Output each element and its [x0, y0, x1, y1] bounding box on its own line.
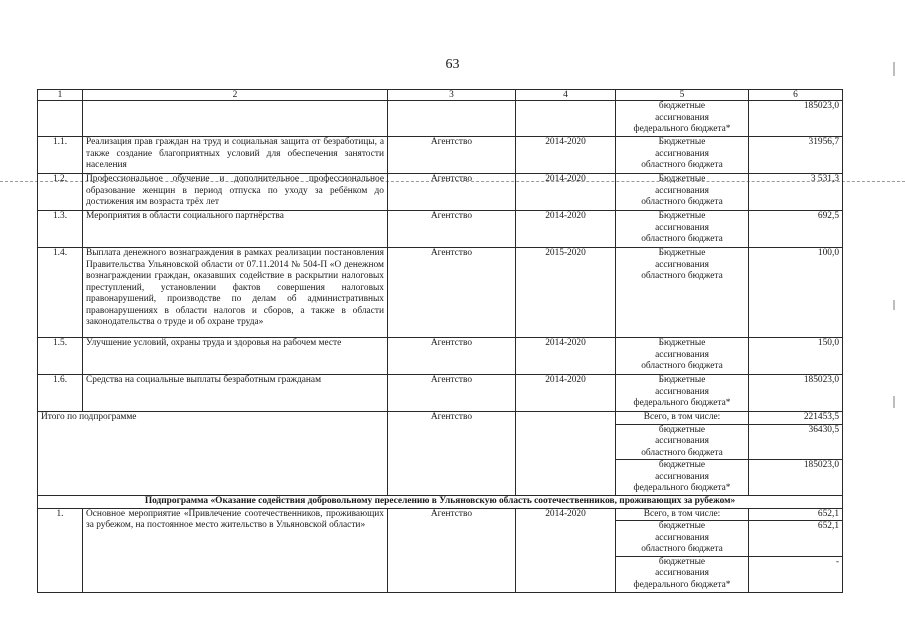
funding-source-line: областного бюджета: [641, 234, 723, 244]
funding-source-cell: [616, 375, 749, 412]
table-row: [38, 211, 843, 248]
amount-cell: 692,5: [749, 211, 843, 248]
amount-cell: 36430,5: [749, 424, 843, 460]
period-cell: 2014-2020: [516, 508, 616, 592]
row-number-cell: [38, 101, 83, 137]
funding-source-line: ассигнования: [655, 185, 709, 196]
funding-source-cell: [616, 460, 749, 496]
row-number-cell: 1.2.: [38, 174, 83, 211]
period-cell: [516, 412, 616, 496]
amount-cell: 150,0: [749, 338, 843, 375]
period-cell: 2014-2020: [516, 211, 616, 248]
period-cell: 2014-2020: [516, 375, 616, 412]
amount-cell: -: [749, 556, 843, 592]
funding-source-line: ассигнования: [655, 222, 709, 233]
funding-source-line: ассигнования: [655, 568, 709, 578]
table-row: [38, 137, 843, 174]
funding-source-line: ассигнования: [655, 532, 709, 543]
table-row: [38, 248, 843, 338]
funding-source-line: областного бюджета: [641, 447, 723, 458]
activity-cell: Профессиональное обучение и дополнительное профессиональное образование женщин в период отпуска по уходу за ребёнком до достижения им возраста трёх лет: [83, 174, 388, 211]
row-number-cell: 1.5.: [38, 338, 83, 375]
period-cell: [516, 101, 616, 137]
agency-cell: Агентство: [388, 174, 516, 211]
row-number-cell: 1.4.: [38, 248, 83, 338]
period-cell: 2014-2020: [516, 174, 616, 211]
activity-cell: Реализация прав граждан на труд и социальная защита от безработицы, а также создание благоприятных условий для обеспечения занятости населения: [83, 137, 388, 174]
amount-cell: 185023,0: [749, 460, 843, 496]
funding-source-line: областного бюджета: [641, 160, 723, 170]
period-cell: 2014-2020: [516, 137, 616, 174]
agency-cell: [388, 101, 516, 137]
subtotal-row: [38, 412, 843, 425]
funding-source-line: бюджетные: [658, 460, 706, 470]
funding-source-line: Бюджетные: [658, 211, 706, 221]
row-number-cell: 1.3.: [38, 211, 83, 248]
agency-cell: Агентство: [388, 248, 516, 338]
funding-source-line: ассигнования: [655, 349, 709, 360]
activity-cell: Мероприятия в области социального партнёрства: [83, 211, 388, 248]
agency-cell: Агентство: [388, 508, 516, 592]
scan-margin-mark: [893, 62, 895, 76]
period-cell: 2014-2020: [516, 338, 616, 375]
activity-cell: Средства на социальные выплаты безработным гражданам: [83, 375, 388, 412]
period-cell: 2015-2020: [516, 248, 616, 338]
funding-source-cell: [616, 521, 749, 557]
agency-cell: Агентство: [388, 211, 516, 248]
scan-margin-mark: [893, 300, 895, 310]
funding-source-cell: [616, 174, 749, 211]
funding-source-line: ассигнования: [655, 112, 709, 123]
column-header: 2: [83, 90, 388, 101]
row-number-cell: 1.: [38, 508, 83, 592]
table-header-row: [38, 90, 843, 101]
funding-source-line: бюджетные: [658, 101, 706, 111]
funding-source-line: бюджетные: [658, 521, 706, 531]
amount-cell: 185023,0: [749, 375, 843, 412]
funding-source-line: ассигнования: [655, 471, 709, 482]
funding-source-line: Бюджетные: [658, 375, 706, 385]
amount-cell: 652,1: [749, 521, 843, 557]
agency-cell: Агентство: [388, 412, 516, 496]
activity-cell: Выплата денежного вознаграждения в рамках реализации постановления Правительства Ульяновской области от 07.11.2014 № 504-П «О денежном вознаграждении граждан, оказавших содействие в раскрытии налоговых преступлений, установлении фактов совершения налоговых правонарушений, производстве по делам об административных правонарушениях в области налогов и сборов, а также в области законодательства о труде и об охране труда»: [83, 248, 388, 338]
funding-source-line: ассигнования: [655, 259, 709, 270]
agency-cell: Агентство: [388, 137, 516, 174]
amount-cell: 652,1: [749, 508, 843, 521]
funding-source-line: бюджетные: [658, 424, 706, 435]
activity-cell: Улучшение условий, охраны труда и здоровья на рабочем месте: [83, 338, 388, 375]
funding-source-cell: [616, 248, 749, 338]
agency-cell: Агентство: [388, 338, 516, 375]
table-row: [38, 101, 843, 137]
amount-cell: 221453,5: [749, 412, 843, 425]
row-number-cell: 1.6.: [38, 375, 83, 412]
funding-source-line: ассигнования: [655, 386, 709, 397]
budget-table: [37, 89, 843, 593]
column-header: 3: [388, 90, 516, 101]
activity-cell: [83, 101, 388, 137]
funding-source-line: федерального бюджета*: [633, 579, 731, 590]
activity-cell: Основное мероприятие «Привлечение соотечественников, проживающих за рубежом, на постоянное место жительство в Ульяновской области»: [83, 508, 388, 592]
row-number-cell: 1.1.: [38, 137, 83, 174]
funding-source-cell: [616, 338, 749, 375]
funding-source-line: федерального бюджета*: [633, 483, 731, 493]
funding-source-line: ассигнования: [655, 148, 709, 159]
funding-source-cell: [616, 211, 749, 248]
funding-source-line: Бюджетные: [658, 338, 706, 348]
table-row: [38, 338, 843, 375]
subtotal-label: Итого по подпрограмме: [38, 412, 388, 496]
funding-source-line: Бюджетные: [658, 248, 706, 258]
amount-cell: 100,0: [749, 248, 843, 338]
funding-source-line: областного бюджета: [641, 361, 723, 371]
funding-source-cell: [616, 424, 749, 460]
amount-cell: 3 531,3: [749, 174, 843, 211]
funding-source-cell: [616, 556, 749, 592]
funding-source-cell: Всего, в том числе:: [616, 508, 749, 521]
funding-source-line: федерального бюджета*: [633, 398, 731, 408]
amount-cell: 31956,7: [749, 137, 843, 174]
subprogram-row: [38, 496, 843, 509]
funding-source-line: ассигнования: [655, 436, 709, 446]
funding-source-line: Бюджетные: [658, 137, 706, 147]
table-row: [38, 508, 843, 521]
column-header: 6: [749, 90, 843, 101]
funding-source-line: Бюджетные: [658, 174, 706, 184]
page-number: 63: [445, 57, 460, 72]
table-row: [38, 375, 843, 412]
funding-source-line: бюджетные: [658, 556, 706, 567]
funding-source-line: областного бюджета: [641, 271, 723, 281]
agency-cell: Агентство: [388, 375, 516, 412]
column-header: 5: [616, 90, 749, 101]
column-header: 1: [38, 90, 83, 101]
subprogram-title: Подпрограмма «Оказание содействия добровольному переселению в Ульяновскую область соотечественников, проживающих за рубежом»: [38, 496, 843, 509]
table-row: [38, 174, 843, 211]
funding-source-line: областного бюджета: [641, 544, 723, 554]
column-header: 4: [516, 90, 616, 101]
funding-source-line: федерального бюджета*: [633, 124, 731, 134]
funding-source-line: областного бюджета: [641, 197, 723, 207]
funding-source-cell: [616, 101, 749, 137]
scan-margin-mark: [893, 396, 895, 408]
funding-source-cell: Всего, в том числе:: [616, 412, 749, 425]
amount-cell: 185023,0: [749, 101, 843, 137]
funding-source-cell: [616, 137, 749, 174]
